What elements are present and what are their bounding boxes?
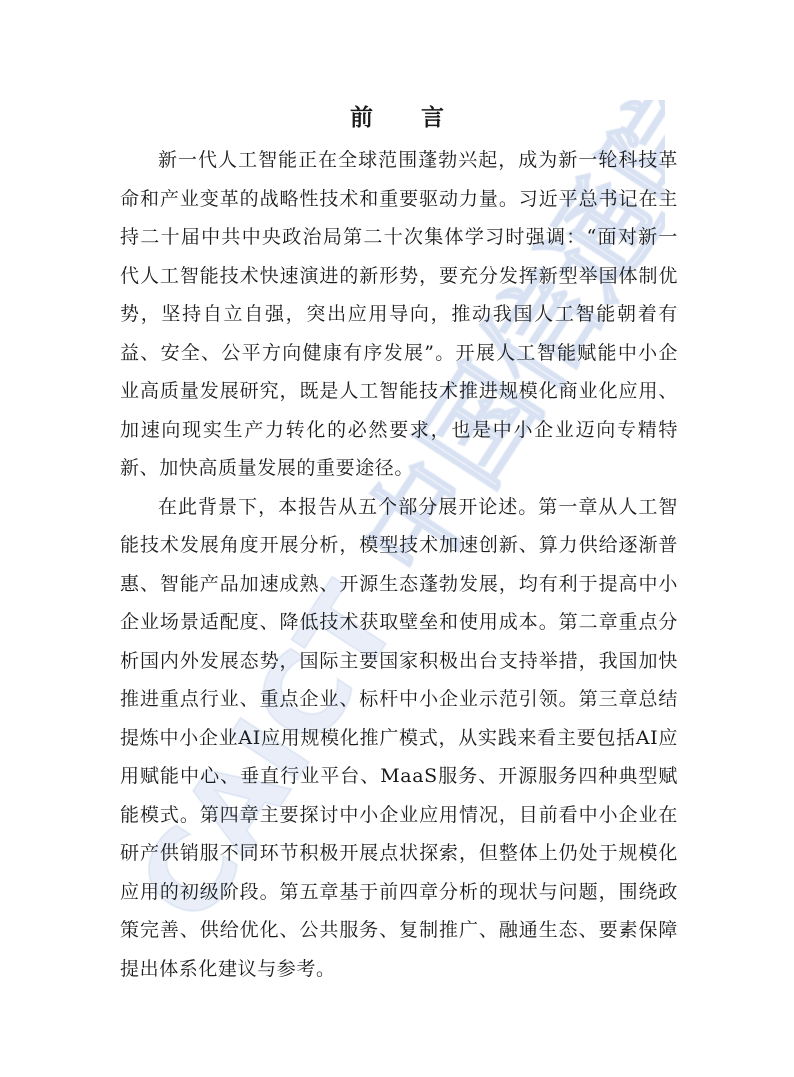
paragraph: 在此背景下，本报告从五个部分展开论述。第一章从人工智能技术发展角度开展分析，模型技术加速创新、算力供给逐渐普惠、智能产品加速成熟、开源生态蓬勃发展，均有利于提高中小企业场景适配度、降低技术获取壁垒和使用成本。第二章重点分析国内外发展态势，国际主要国家积极出台支持举措，我国加快推进重点行业、重点企业、标杆中小企业示范引领。第三章总结提炼中小企业AI应用规模化推广模式，从实践来看主要包括AI应用赋能中心、垂直行业平台、MaaS服务、开源服务四种典型赋能模式。第四章主要探讨中小企业应用情况，目前看中小企业在研产供销服不同环节积极开展点状探索，但整体上仍处于规模化应用的初级阶段。第五章基于前四章分析的现状与问题，围绕政策完善、供给优化、公共服务、复制推广、融通生态、要素保障提出体系化建议与参考。 — [120, 495, 678, 980]
watermark-text: CAICT 中国信通院 — [113, 100, 665, 945]
paragraph: 新一代人工智能正在全球范围蓬勃兴起，成为新一轮科技革命和产业变革的战略性技术和重要驱动力量。习近平总书记在主持二十届中共中央政治局第二十次集体学习时强调：“面对新一代人工智能技术快速演进的新形势，要充分发挥新型举国体制优势，坚持自立自强，突出应用导向，推动我国人工智能朝着有益、安全、公平方向健康有序发展”。开展人工智能赋能中小企业高质量发展研究，既是人工智能技术推进规模化商业化应用、加速向现实生产力转化的必然要求，也是中小企业迈向专精特新、加快高质量发展的重要途径。 — [120, 149, 678, 479]
body-text — [120, 141, 678, 988]
page-title: 前 言 — [349, 105, 464, 131]
